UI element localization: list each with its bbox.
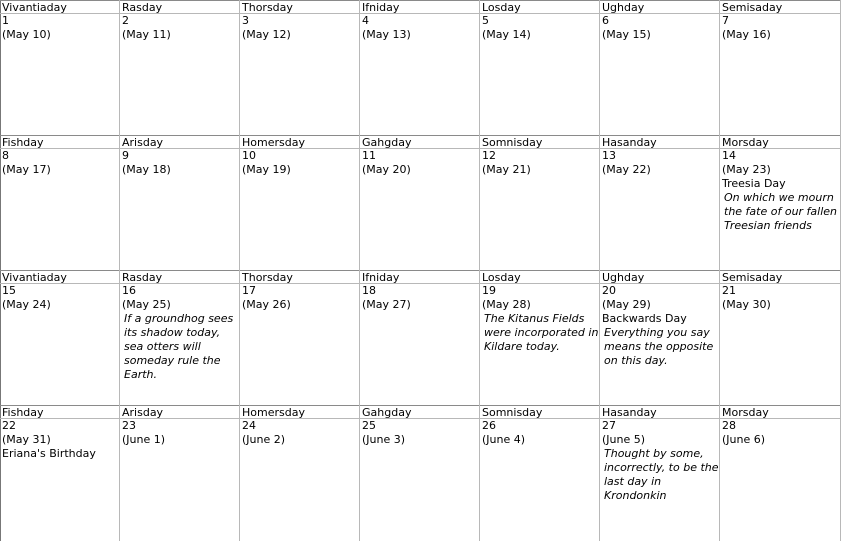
day-cell[interactable] xyxy=(120,0,240,135)
day-number: 24 xyxy=(242,419,256,432)
day-number: 5 xyxy=(482,14,489,27)
weekday-header: Hasanday xyxy=(600,405,719,419)
gregorian-date: (May 10) xyxy=(2,28,51,41)
day-number: 9 xyxy=(122,149,129,162)
weekday-header: Vivantiaday xyxy=(0,0,119,14)
gregorian-date: (May 31) xyxy=(2,433,51,446)
weekday-header: Thorsday xyxy=(240,0,359,14)
day-body xyxy=(240,284,359,312)
day-body xyxy=(0,149,119,177)
day-cell[interactable] xyxy=(240,0,360,135)
gregorian-date: (June 5) xyxy=(602,433,646,446)
day-number: 22 xyxy=(2,419,16,432)
day-cell[interactable] xyxy=(240,135,360,270)
weekday-header: Morsday xyxy=(720,135,840,149)
day-number: 3 xyxy=(242,14,249,27)
day-cell[interactable] xyxy=(0,405,120,541)
day-cell[interactable] xyxy=(600,0,720,135)
day-number: 1 xyxy=(2,14,9,27)
gregorian-date: (May 28) xyxy=(482,298,531,311)
day-number: 4 xyxy=(362,14,369,27)
day-cell[interactable] xyxy=(360,0,480,135)
day-body xyxy=(480,284,599,354)
event-note: The Kitanus Fields were incorporated in Kildare today. xyxy=(484,312,599,353)
gregorian-date: (May 12) xyxy=(242,28,291,41)
gregorian-date: (May 19) xyxy=(242,163,291,176)
day-cell[interactable] xyxy=(240,405,360,541)
weekday-header: Losday xyxy=(480,0,599,14)
day-body xyxy=(120,284,239,382)
weekday-header: Ifniday xyxy=(360,0,479,14)
event-title: Backwards Day xyxy=(602,312,687,325)
weekday-header: Vivantiaday xyxy=(0,270,119,284)
day-body xyxy=(360,284,479,312)
weekday-header: Rasday xyxy=(120,0,239,14)
day-cell[interactable] xyxy=(360,270,480,405)
gregorian-date: (June 6) xyxy=(722,433,766,446)
day-body xyxy=(480,149,599,177)
day-number: 6 xyxy=(602,14,609,27)
day-cell[interactable] xyxy=(720,405,841,541)
day-cell[interactable] xyxy=(120,405,240,541)
day-cell[interactable] xyxy=(480,0,600,135)
gregorian-date: (June 1) xyxy=(122,433,166,446)
weekday-header: Arisday xyxy=(120,405,239,419)
day-number: 20 xyxy=(602,284,616,297)
day-cell[interactable] xyxy=(720,0,841,135)
weekday-header: Gahgday xyxy=(360,135,479,149)
day-number: 14 xyxy=(722,149,736,162)
day-cell[interactable] xyxy=(720,270,841,405)
weekday-header: Semisaday xyxy=(720,270,840,284)
day-body xyxy=(480,419,599,447)
gregorian-date: (May 24) xyxy=(2,298,51,311)
gregorian-date: (June 4) xyxy=(482,433,526,446)
weekday-header: Homersday xyxy=(240,135,359,149)
weekday-header: Fishday xyxy=(0,405,119,419)
gregorian-date: (May 18) xyxy=(122,163,171,176)
gregorian-date: (May 22) xyxy=(602,163,651,176)
day-number: 17 xyxy=(242,284,256,297)
weekday-header: Losday xyxy=(480,270,599,284)
day-body xyxy=(720,284,840,312)
day-number: 18 xyxy=(362,284,376,297)
weekday-header: Ughday xyxy=(600,270,719,284)
day-body xyxy=(360,419,479,447)
weekday-header: Hasanday xyxy=(600,135,719,149)
gregorian-date: (May 16) xyxy=(722,28,771,41)
event-note: Thought by some, incorrectly, to be the last day in Krondonkin xyxy=(604,447,719,502)
day-cell[interactable] xyxy=(240,270,360,405)
day-number: 12 xyxy=(482,149,496,162)
day-number: 26 xyxy=(482,419,496,432)
day-body xyxy=(600,419,719,503)
day-body xyxy=(720,14,840,42)
gregorian-date: (May 21) xyxy=(482,163,531,176)
day-body xyxy=(120,419,239,447)
day-body xyxy=(240,149,359,177)
gregorian-date: (June 2) xyxy=(242,433,286,446)
gregorian-date: (May 15) xyxy=(602,28,651,41)
gregorian-date: (May 26) xyxy=(242,298,291,311)
event-title: Treesia Day xyxy=(722,177,786,190)
day-body xyxy=(0,284,119,312)
weekday-header: Rasday xyxy=(120,270,239,284)
event-note: If a groundhog sees its shadow today, sea otters will someday rule the Earth. xyxy=(124,312,234,381)
day-cell[interactable] xyxy=(600,135,720,270)
day-number: 10 xyxy=(242,149,256,162)
day-cell[interactable] xyxy=(360,135,480,270)
weekday-header: Semisaday xyxy=(720,0,840,14)
day-cell[interactable] xyxy=(0,0,120,135)
day-number: 27 xyxy=(602,419,616,432)
day-cell[interactable] xyxy=(600,405,720,541)
event-note: Everything you say means the opposite on this day. xyxy=(604,326,714,367)
day-number: 28 xyxy=(722,419,736,432)
weekday-header: Ughday xyxy=(600,0,719,14)
event-title: Eriana's Birthday xyxy=(2,447,96,460)
day-number: 13 xyxy=(602,149,616,162)
gregorian-date: (May 23) xyxy=(722,163,771,176)
day-number: 15 xyxy=(2,284,16,297)
day-body xyxy=(720,149,840,233)
weekday-header: Arisday xyxy=(120,135,239,149)
gregorian-date: (May 29) xyxy=(602,298,651,311)
weekday-header: Homersday xyxy=(240,405,359,419)
day-number: 23 xyxy=(122,419,136,432)
day-body xyxy=(360,14,479,42)
day-body xyxy=(600,284,719,368)
day-body xyxy=(240,14,359,42)
day-number: 7 xyxy=(722,14,729,27)
day-cell[interactable] xyxy=(0,135,120,270)
day-number: 19 xyxy=(482,284,496,297)
gregorian-date: (May 14) xyxy=(482,28,531,41)
day-body xyxy=(120,149,239,177)
day-number: 21 xyxy=(722,284,736,297)
day-body xyxy=(600,14,719,42)
gregorian-date: (May 27) xyxy=(362,298,411,311)
day-number: 16 xyxy=(122,284,136,297)
day-body xyxy=(120,14,239,42)
day-number: 25 xyxy=(362,419,376,432)
gregorian-date: (May 13) xyxy=(362,28,411,41)
gregorian-date: (May 25) xyxy=(122,298,171,311)
day-body xyxy=(720,419,840,447)
day-body xyxy=(0,419,119,461)
day-body xyxy=(360,149,479,177)
weekday-header: Fishday xyxy=(0,135,119,149)
day-body xyxy=(0,14,119,42)
weekday-header: Ifniday xyxy=(360,270,479,284)
day-cell[interactable] xyxy=(120,270,240,405)
day-number: 2 xyxy=(122,14,129,27)
day-body xyxy=(600,149,719,177)
gregorian-date: (June 3) xyxy=(362,433,406,446)
day-number: 8 xyxy=(2,149,9,162)
day-cell[interactable] xyxy=(0,270,120,405)
day-cell[interactable] xyxy=(360,405,480,541)
gregorian-date: (May 30) xyxy=(722,298,771,311)
day-body xyxy=(480,14,599,42)
day-cell[interactable] xyxy=(120,135,240,270)
day-cell[interactable] xyxy=(480,135,600,270)
day-cell[interactable] xyxy=(480,405,600,541)
day-cell[interactable] xyxy=(720,135,841,270)
weekday-header: Thorsday xyxy=(240,270,359,284)
day-cell[interactable] xyxy=(600,270,720,405)
weekday-header: Somnisday xyxy=(480,135,599,149)
gregorian-date: (May 17) xyxy=(2,163,51,176)
gregorian-date: (May 20) xyxy=(362,163,411,176)
gregorian-date: (May 11) xyxy=(122,28,171,41)
weekday-header: Morsday xyxy=(720,405,840,419)
weekday-header: Somnisday xyxy=(480,405,599,419)
day-number: 11 xyxy=(362,149,376,162)
event-note: On which we mourn the fate of our fallen Treesian friends xyxy=(724,191,838,232)
day-body xyxy=(240,419,359,447)
weekday-header: Gahgday xyxy=(360,405,479,419)
day-cell[interactable] xyxy=(480,270,600,405)
